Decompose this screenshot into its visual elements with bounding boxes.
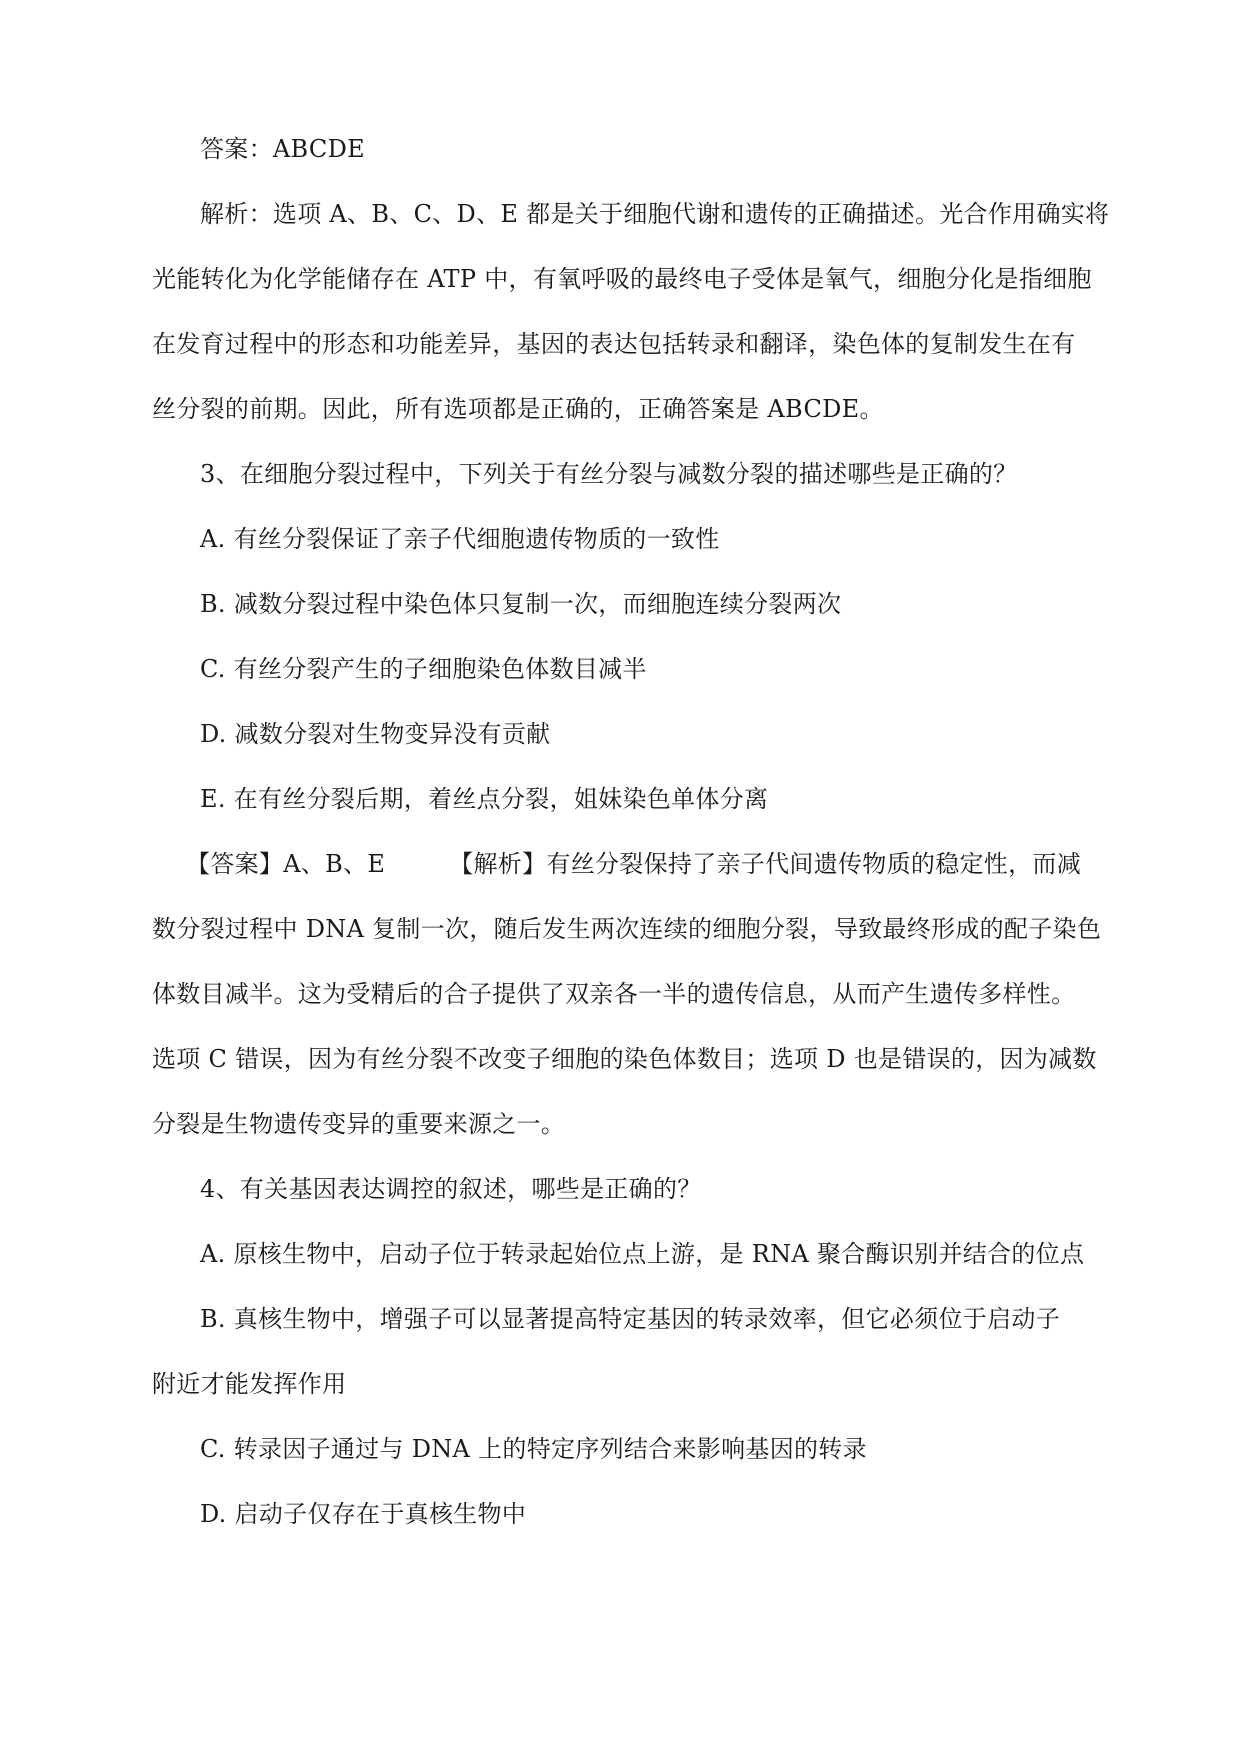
analysis-line: 光能转化为化学能储存在 ATP 中，有氧呼吸的最终电子受体是氧气，细胞分化是指细胞 bbox=[152, 265, 1092, 293]
question-3-analysis-start: 【解析】有丝分裂保持了亲子代间遗传物质的稳定性，而减 bbox=[449, 850, 1082, 878]
question-4-option-a: A. 原核生物中，启动子位于转录起始位点上游，是 RNA 聚合酶识别并结合的位点 bbox=[200, 1240, 1085, 1268]
question-3-stem: 3、在细胞分裂过程中，下列关于有丝分裂与减数分裂的描述哪些是正确的？ bbox=[200, 460, 1018, 488]
analysis-line: 分裂是生物遗传变异的重要来源之一。 bbox=[152, 1110, 566, 1138]
analysis-line: 选项 C 错误，因为有丝分裂不改变子细胞的染色体数目；选项 D 也是错误的，因为减数 bbox=[152, 1045, 1097, 1073]
answer-line: 答案：ABCDE bbox=[200, 135, 365, 163]
question-3-answer: 【答案】A、B、E bbox=[186, 850, 386, 878]
question-3-answer-analysis bbox=[186, 847, 1112, 881]
question-4-option-c: C. 转录因子通过与 DNA 上的特定序列结合来影响基因的转录 bbox=[200, 1435, 867, 1463]
question-4-option-b-cont: 附近才能发挥作用 bbox=[152, 1370, 347, 1398]
analysis-line: 数分裂过程中 DNA 复制一次，随后发生两次连续的细胞分裂，导致最终形成的配子染色 bbox=[152, 915, 1102, 943]
question-4-option-d: D. 启动子仅存在于真核生物中 bbox=[200, 1500, 527, 1528]
question-3-option-a: A. 有丝分裂保证了亲子代细胞遗传物质的一致性 bbox=[200, 525, 720, 553]
question-3-option-d: D. 减数分裂对生物变异没有贡献 bbox=[200, 720, 551, 748]
question-3-option-b: B. 减数分裂过程中染色体只复制一次，而细胞连续分裂两次 bbox=[200, 590, 842, 618]
analysis-line: 解析：选项 A、B、C、D、E 都是关于细胞代谢和遗传的正确描述。光合作用确实将 bbox=[200, 200, 1110, 228]
analysis-line: 在发育过程中的形态和功能差异，基因的表达包括转录和翻译，染色体的复制发生在有 bbox=[152, 330, 1076, 358]
question-4-option-b: B. 真核生物中，增强子可以显著提高特定基因的转录效率，但它必须位于启动子 bbox=[200, 1305, 1060, 1333]
question-3-option-c: C. 有丝分裂产生的子细胞染色体数目减半 bbox=[200, 655, 647, 683]
question-3-option-e: E. 在有丝分裂后期，着丝点分裂，姐妹染色单体分离 bbox=[200, 785, 769, 813]
analysis-line: 体数目减半。这为受精后的合子提供了双亲各一半的遗传信息，从而产生遗传多样性。 bbox=[152, 980, 1076, 1008]
analysis-line: 丝分裂的前期。因此，所有选项都是正确的，正确答案是 ABCDE。 bbox=[152, 395, 884, 423]
question-4-stem: 4、有关基因表达调控的叙述，哪些是正确的？ bbox=[200, 1175, 702, 1203]
